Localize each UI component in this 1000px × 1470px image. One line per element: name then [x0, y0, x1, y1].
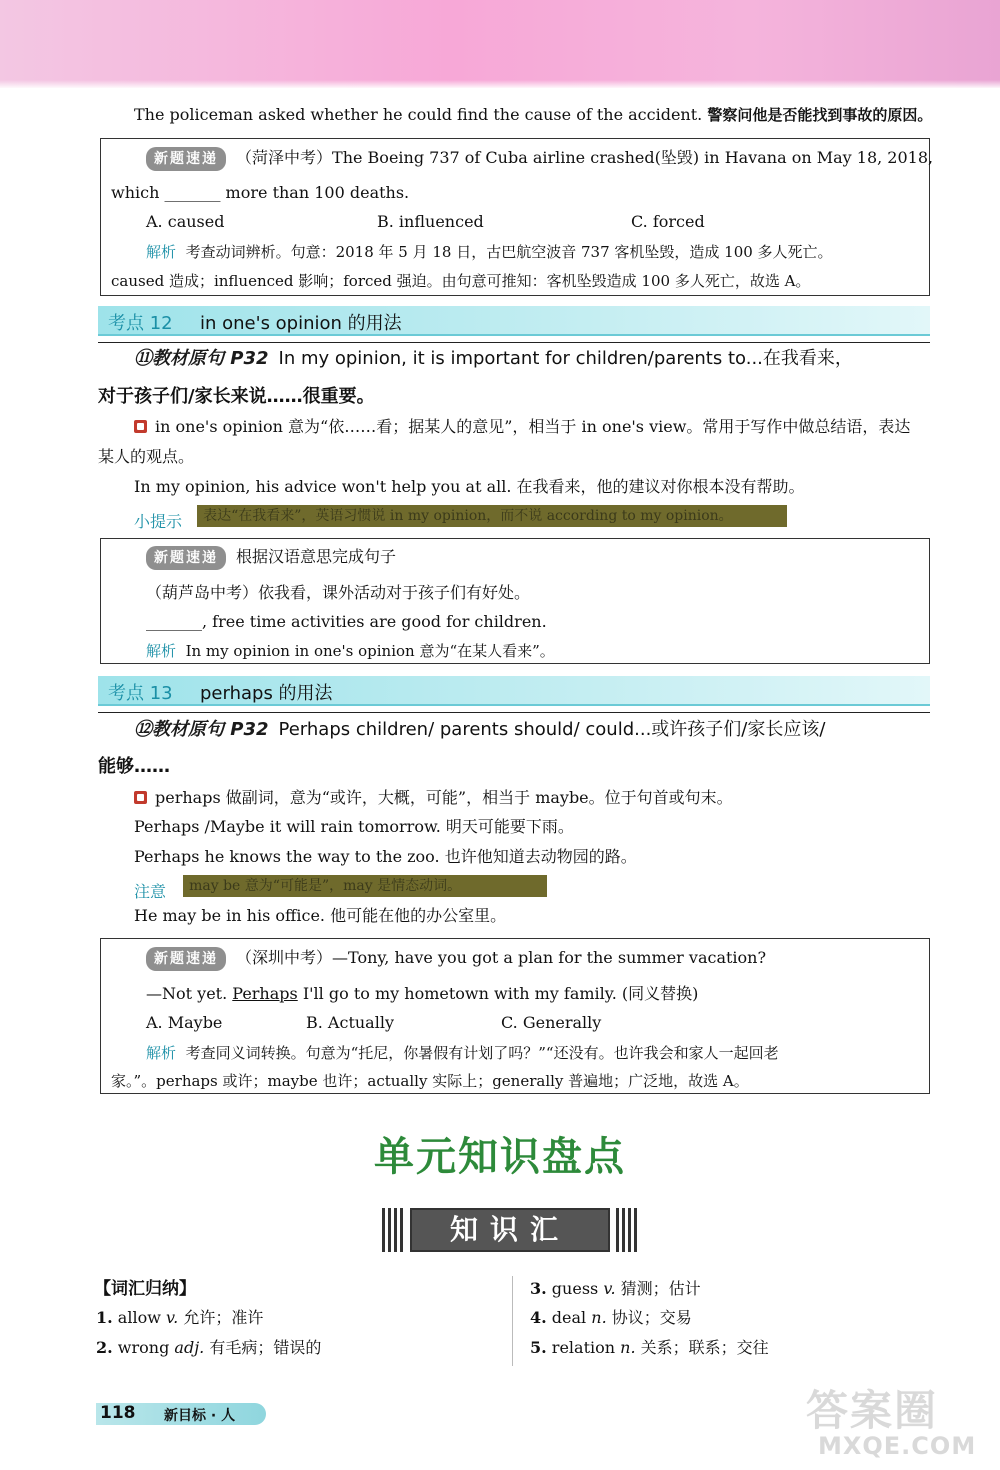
tip-label: 小提示 [134, 512, 183, 531]
watermark-url: MXQE.COM [818, 1432, 977, 1460]
divider [98, 342, 930, 343]
q3-option-c: C. Generally [501, 1013, 602, 1032]
kaodian-number: 考点 13 [108, 683, 173, 704]
divider [98, 712, 930, 713]
page-footer [96, 1403, 266, 1425]
q1-option-c: C. forced [631, 212, 705, 231]
note-highlight: may be 意为“可能是”，may 是情态动词。 [183, 875, 547, 897]
vocab-heading-box [382, 1208, 638, 1252]
top-header-band [0, 0, 1000, 88]
new-question-badge: 新题速递 [146, 947, 226, 971]
watermark-text: 答案圈 [806, 1386, 939, 1435]
vocab-item: 1. allow v. 允许；准许 [96, 1308, 264, 1327]
kd13-sentence-cont: 能够…… [98, 756, 170, 777]
kaodian-12-header [98, 306, 930, 336]
q3-analysis-line2: 家。”。perhaps 或许；maybe 也许；actually 实际上；generally 普遍地；广泛地，故选 A。 [111, 1072, 749, 1090]
question-box-3 [100, 938, 930, 1094]
kd13-textbook-sentence: ⑫教材原句 P32 Perhaps children/ parents should/ could...或许孩子们/家长应该/ [134, 719, 826, 740]
kaodian-title: perhaps 的用法 [200, 683, 333, 704]
kd13-note [134, 875, 547, 903]
vocab-item: 4. deal n. 协议；交易 [530, 1308, 692, 1327]
book-name: 新目标 · 人 [164, 1408, 236, 1424]
kaodian-13-header [98, 676, 930, 706]
tip-highlight: 表达“在我看来”，英语习惯说 in my opinion，而不说 according to my opinion。 [197, 505, 787, 527]
q2-source-line: （葫芦岛中考）依我看，课外活动对于孩子们有好处。 [146, 583, 531, 602]
kd13-explain: perhaps 做副词，意为“或许，大概，可能”，相当于 maybe。位于句首或句末。 [134, 787, 733, 809]
new-question-badge: 新题速递 [146, 546, 226, 570]
vocab-item: 2. wrong adj. 有毛病；错误的 [96, 1338, 322, 1357]
q1-option-b: B. influenced [377, 212, 484, 231]
vocab-heading-label: 知识汇 [410, 1208, 610, 1252]
q1-option-a: A. caused [146, 212, 225, 231]
question-box-2 [100, 538, 930, 664]
q1-stem-line2: which _______ more than 100 deaths. [111, 183, 410, 202]
decor-bars-right [616, 1208, 638, 1252]
q1-stem-line1: 新题速递 （菏泽中考）The Boeing 737 of Cuba airline crashed(坠毁) in Havana on May 18, 2018, [146, 147, 933, 171]
q1-analysis-line1: 解析 考查动词辨析。句意：2018 年 5 月 18 日，古巴航空波音 737 客机坠毁，造成 100 多人死亡。 [146, 243, 833, 261]
note-icon [134, 420, 147, 433]
q2-blank-line: _______, free time activities are good for children. [146, 612, 547, 631]
note-label: 注意 [134, 882, 167, 901]
kaodian-number: 考点 12 [108, 313, 173, 334]
q3-option-b: B. Actually [306, 1013, 394, 1032]
q3-line1: 新题速递 （深圳中考）—Tony, have you got a plan for the summer vacation? [146, 947, 766, 971]
kd12-textbook-sentence: ⑪教材原句 P32 In my opinion, it is important for children/parents to...在我看来， [134, 348, 853, 369]
kd13-example-2: Perhaps he knows the way to the zoo. 也许他知道去动物园的路。 [134, 847, 637, 866]
kd12-example: In my opinion, his advice won't help you at all. 在我看来，他的建议对你根本没有帮助。 [134, 477, 805, 496]
kd12-explain-line2: 某人的观点。 [98, 447, 195, 466]
intro-sentence: The policeman asked whether he could find the cause of the accident. 警察问他是否能找到事故的原因。 [134, 105, 933, 124]
q2-instruction: 新题速递 根据汉语意思完成句子 [146, 546, 396, 570]
kd12-sentence-cont: 对于孩子们/家长来说……很重要。 [98, 386, 375, 407]
watermark [800, 1378, 990, 1464]
page-number: 118 [100, 1403, 136, 1423]
vocab-item: 3. guess v. 猜测；估计 [530, 1279, 701, 1298]
new-question-badge: 新题速递 [146, 147, 226, 171]
column-divider [512, 1276, 513, 1366]
kaodian-title: in one's opinion 的用法 [200, 313, 402, 334]
q3-analysis-line1: 解析 考查同义词转换。句意为“托尼，你暑假有计划了吗？”“还没有。也许我会和家人一起回老 [146, 1044, 779, 1062]
q2-analysis: 解析 In my opinion in one's opinion 意为“在某人看来”。 [146, 642, 555, 660]
vocab-item: 5. relation n. 关系；联系；交往 [530, 1338, 769, 1357]
vocab-header: 【词汇归纳】 [94, 1279, 196, 1299]
kd12-explain-line1: in one's opinion 意为“依……看；据某人的意见”，相当于 in one's view。常用于写作中做总结语，表达 [134, 416, 910, 438]
kd12-tip [134, 505, 787, 533]
q3-line2: —Not yet. Perhaps I'll go to my hometown with my family. (同义替换) [146, 984, 699, 1003]
decor-bars-left [382, 1208, 404, 1252]
q1-analysis-line2: caused 造成；influenced 影响；forced 强迫。由句意可推知：客机坠毁造成 100 多人死亡，故选 A。 [111, 272, 811, 290]
unit-section-title: 单元知识盘点 [374, 1134, 626, 1180]
kd13-example-1: Perhaps /Maybe it will rain tomorrow. 明天可能要下雨。 [134, 817, 574, 836]
note-icon [134, 791, 147, 804]
question-box-1 [100, 138, 934, 296]
q3-option-a: A. Maybe [146, 1013, 223, 1032]
kd13-example-3: He may be in his office. 他可能在他的办公室里。 [134, 906, 507, 925]
